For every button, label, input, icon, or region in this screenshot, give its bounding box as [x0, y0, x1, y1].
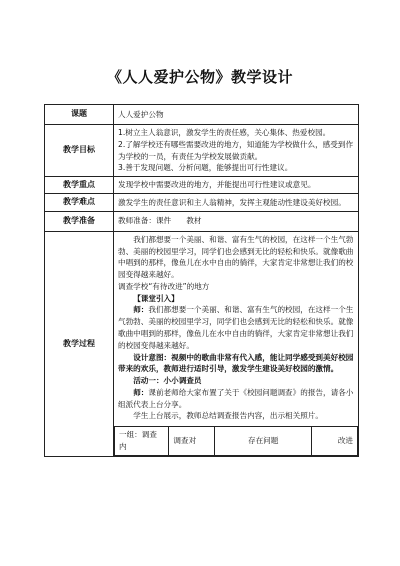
teacher-text: 我们都想要一个美丽、和谐、富有生气的校园，在这样一个生气勃勃、美丽的校园里学习，同学们也会感到无比的轻松和快乐。就像歌曲中唱到的那样，像鱼儿在水中自由的徜徉，大家肯定非常想让我们的校园变得越来越好。 [118, 305, 354, 350]
survey-col-content: 一组：调查内 [115, 427, 169, 456]
document-title: 《人人爱护公物》教学设计 [106, 68, 293, 86]
prep-row [45, 211, 359, 231]
teacher2-paragraph [118, 387, 354, 411]
prep-value: 教师准备：课件 教材 [114, 211, 359, 231]
topic-value: 人人爱护公物 [114, 105, 359, 125]
process-row [45, 231, 359, 456]
survey-col-improve: 改进 [312, 427, 358, 456]
student-paragraph: 学生上台展示，教师总结调查报告内容，出示相关照片。 [133, 411, 324, 421]
difficulty-label: 教学难点 [45, 194, 114, 211]
prep-label: 教学准备 [45, 211, 114, 231]
goals-row [45, 125, 359, 177]
teacher-paragraph [118, 304, 354, 351]
survey-col-target: 调查对 [169, 427, 215, 456]
difficulty-value: 激发学生的责任意识和主人翁精神，发挥主观能动性建设美好校园。 [114, 194, 359, 211]
goals-label: 教学目标 [45, 125, 114, 177]
activity-title: 活动一：小小调查员 [133, 376, 202, 386]
process-cell [114, 231, 359, 456]
topic-row [45, 105, 359, 125]
intro-paragraph: 我们都想要一个美丽、和谐、富有生气的校园，在这样一个生气勃勃、美丽的校园里学习，同学们也会感到无比的轻松和快乐。就像歌曲中唱到的那样，像鱼儿在水中自由的徜徉，大家肯定非常想让我们的校园变得越来越好。 [118, 234, 354, 280]
goal-item-2: 2.了解学校还有哪些需要改进的地方，知道能为学校做什么，感受到作为学校的一员，有责任为学校发展做贡献。 [118, 139, 354, 161]
key-value: 发现学校中需要改进的地方，并能提出可行性建议或意见。 [114, 177, 359, 194]
goal-item-1: 1.树立主人翁意识，激发学生的责任感，关心集体、热爱校园。 [118, 128, 331, 137]
key-label: 教学重点 [45, 177, 114, 194]
lesson-plan-table [44, 104, 359, 457]
survey-col-problem: 存在问题 [215, 427, 312, 456]
topic-label: 课题 [45, 105, 114, 125]
teacher2-prefix: 师： [133, 387, 149, 397]
teacher2-text: 课前老师给大家布置了关于《校园问题调查》的报告，请各小组派代表上台分享。 [118, 387, 354, 409]
difficulty-row [45, 194, 359, 211]
goal-item-3: 3.善于发现问题、分析问题，能够提出可行性建议。 [118, 163, 293, 173]
survey-line: 调查学校“有待改进”的地方 [118, 281, 210, 291]
teacher-prefix: 师： [133, 305, 149, 315]
survey-table-header [115, 427, 358, 456]
survey-table [114, 426, 358, 456]
process-label: 教学过程 [45, 231, 114, 456]
key-row [45, 177, 359, 194]
design-intent: 设计意图：视频中的歌曲非常有代入感，能让同学感受到美好校园带来的欢乐，教师进行适时引导，激发学生建设美好校园的激情。 [118, 352, 354, 374]
section-heading: 【课堂引入】 [133, 293, 179, 303]
goals-cell [114, 125, 359, 177]
